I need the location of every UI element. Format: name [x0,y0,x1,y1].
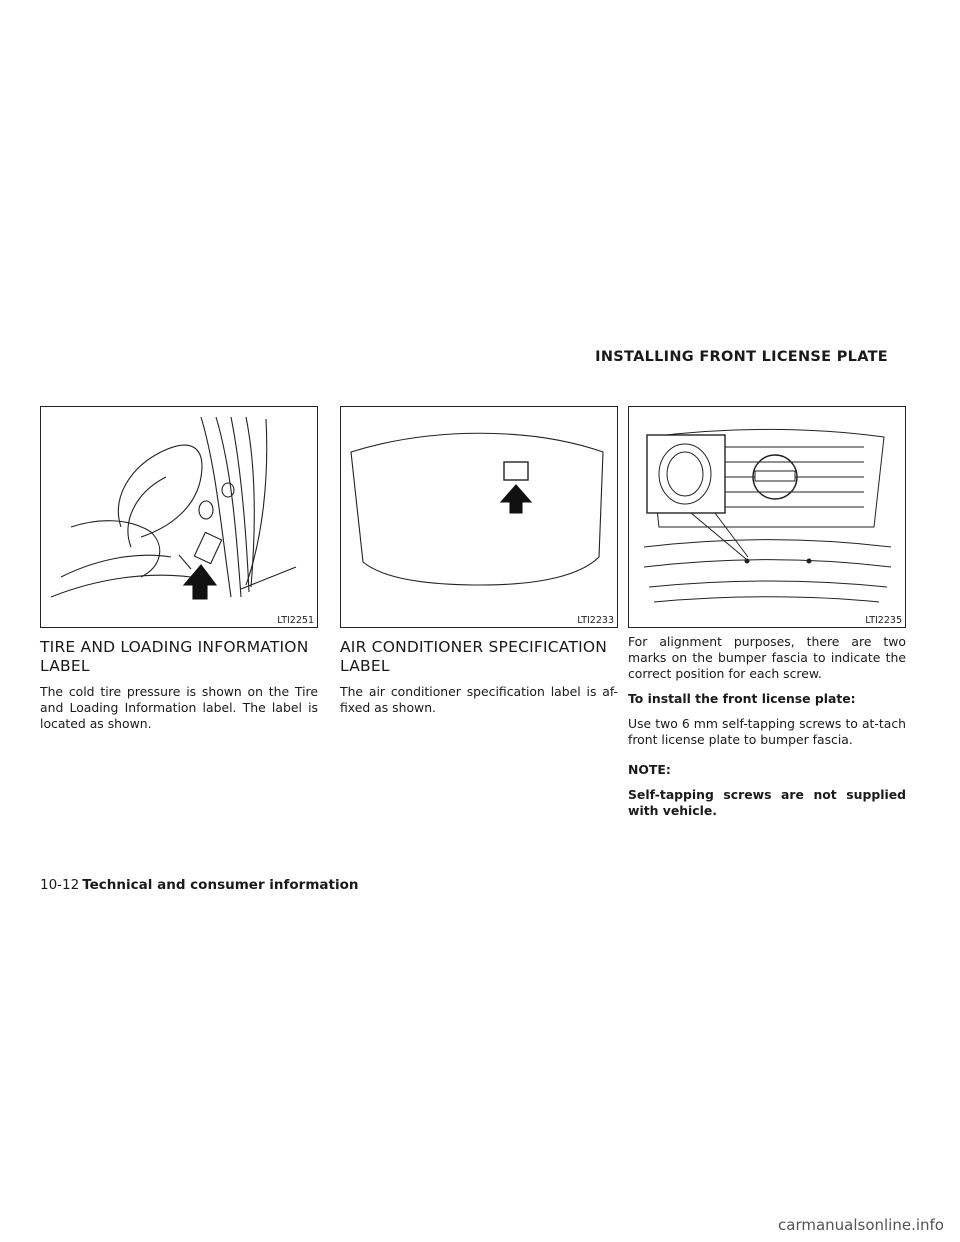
page-footer [40,877,358,893]
tire-label-figure [40,406,318,628]
front-grille-illustration [629,407,905,627]
book-section-title: Technical and consumer information [82,877,359,893]
install-instruction: Use two 6 mm self-tapping screws to at-tach front license plate to bumper fascia. [628,716,906,747]
door-jamb-illustration [41,407,317,627]
note-label: NOTE: [628,762,671,777]
license-plate-figure [628,406,906,628]
tire-label-heading: TIRE AND LOADING INFORMATION LABEL [40,638,309,675]
note-text: Self-tapping screws are not supplied with vehicle. [628,787,906,818]
watermark: carmanualsonline.info [778,1216,944,1234]
license-plate-column [628,406,906,828]
ac-label-figure [340,406,618,628]
tire-label-column [40,406,318,741]
page-number: 10-12 [40,877,80,893]
install-subheading: To install the front license plate: [628,691,856,706]
figure-code: LTI2251 [277,615,314,626]
ac-label-heading: AIR CONDITIONER SPECIFICATION LABEL [340,638,608,675]
hood-illustration [341,407,617,627]
section-header: INSTALLING FRONT LICENSE PLATE [595,349,888,365]
figure-code: LTI2233 [577,615,614,626]
ac-label-column [340,406,618,725]
tire-label-body: The cold tire pressure is shown on the Tire and Loading Information label. The label is located as shown. [40,684,318,731]
figure-code: LTI2235 [865,615,902,626]
alignment-intro: For alignment purposes, there are two marks on the bumper fascia to indicate the correct position for each screw. [628,634,906,681]
ac-label-body: The air conditioner specification label is af-fixed as shown. [340,684,618,715]
